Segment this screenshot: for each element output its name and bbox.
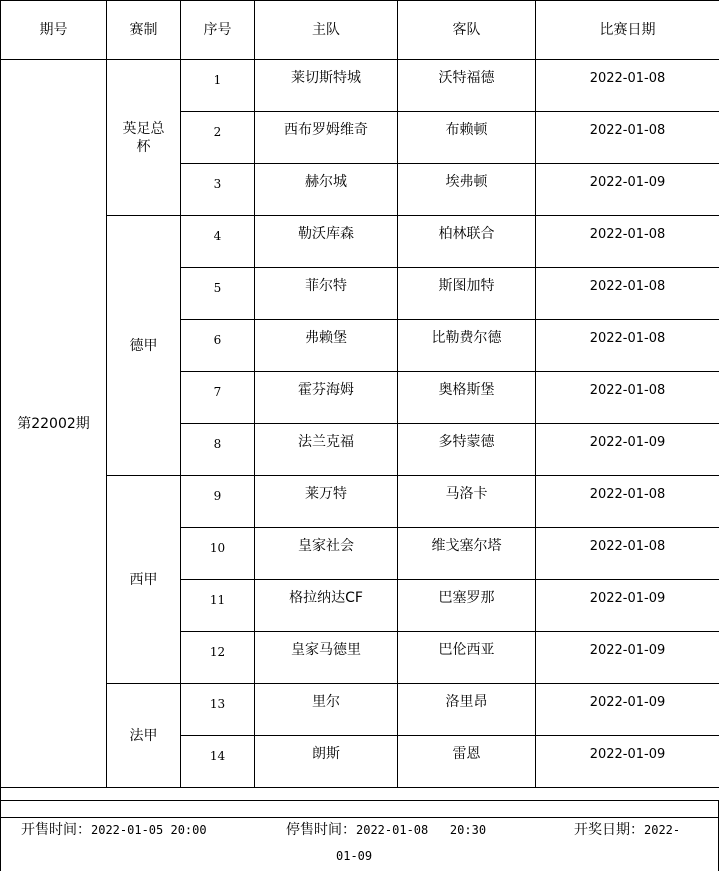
away-team: 维戈塞尔塔 xyxy=(398,528,536,580)
table-row xyxy=(1,684,719,736)
match-date: 2022-01-08 xyxy=(536,528,719,580)
away-team: 埃弗顿 xyxy=(398,164,536,216)
home-team: 莱万特 xyxy=(255,476,398,528)
home-team: 勒沃库森 xyxy=(255,216,398,268)
header-issue: 期号 xyxy=(1,1,107,60)
draw-date-value-part2: 01-09 xyxy=(336,849,373,863)
away-team: 布赖顿 xyxy=(398,112,536,164)
match-date: 2022-01-08 xyxy=(536,216,719,268)
match-date: 2022-01-09 xyxy=(536,684,719,736)
match-number: 9 xyxy=(181,476,255,528)
match-number: 5 xyxy=(181,268,255,320)
match-date: 2022-01-08 xyxy=(536,268,719,320)
match-date: 2022-01-08 xyxy=(536,60,719,112)
match-number: 1 xyxy=(181,60,255,112)
match-date: 2022-01-09 xyxy=(536,632,719,684)
header-match-date: 比赛日期 xyxy=(536,1,719,60)
sale-stop-label: 停售时间： xyxy=(286,822,356,838)
away-team: 马洛卡 xyxy=(398,476,536,528)
match-date: 2022-01-09 xyxy=(536,580,719,632)
match-number: 2 xyxy=(181,112,255,164)
header-away-team: 客队 xyxy=(398,1,536,60)
home-team: 菲尔特 xyxy=(255,268,398,320)
sale-stop-value: 2022-01-08 20:30 xyxy=(356,823,487,837)
home-team: 西布罗姆维奇 xyxy=(255,112,398,164)
sale-info-line xyxy=(1,819,719,839)
away-team: 巴伦西亚 xyxy=(398,632,536,684)
home-team: 莱切斯特城 xyxy=(255,60,398,112)
competition-cell: 英足总杯 xyxy=(107,60,181,216)
sale-start-label: 开售时间： xyxy=(21,822,91,838)
sale-stop-time xyxy=(286,819,486,839)
match-number: 8 xyxy=(181,424,255,476)
header-number: 序号 xyxy=(181,1,255,60)
competition-cell: 西甲 xyxy=(107,476,181,684)
match-date: 2022-01-09 xyxy=(536,424,719,476)
issue-cell: 第22002期 xyxy=(1,60,107,788)
competition-cell: 法甲 xyxy=(107,684,181,788)
match-number: 4 xyxy=(181,216,255,268)
home-team: 弗赖堡 xyxy=(255,320,398,372)
draw-date-value-part1: 2022- xyxy=(644,823,681,837)
match-number: 13 xyxy=(181,684,255,736)
header-competition: 赛制 xyxy=(107,1,181,60)
away-team: 多特蒙德 xyxy=(398,424,536,476)
home-team: 皇家马德里 xyxy=(255,632,398,684)
home-team: 格拉纳达CF xyxy=(255,580,398,632)
home-team: 里尔 xyxy=(255,684,398,736)
match-date: 2022-01-09 xyxy=(536,736,719,788)
match-number: 3 xyxy=(181,164,255,216)
match-date: 2022-01-08 xyxy=(536,320,719,372)
header-row xyxy=(1,1,719,60)
away-team: 雷恩 xyxy=(398,736,536,788)
match-date: 2022-01-08 xyxy=(536,372,719,424)
match-number: 6 xyxy=(181,320,255,372)
sale-info-footer xyxy=(0,800,719,871)
home-team: 法兰克福 xyxy=(255,424,398,476)
away-team: 斯图加特 xyxy=(398,268,536,320)
match-number: 10 xyxy=(181,528,255,580)
table-row xyxy=(1,216,719,268)
draw-date-label: 开奖日期： xyxy=(574,822,644,838)
sale-start-value: 2022-01-05 20:00 xyxy=(91,823,207,837)
match-number: 12 xyxy=(181,632,255,684)
draw-date-continuation xyxy=(336,849,372,864)
home-team: 朗斯 xyxy=(255,736,398,788)
header-home-team: 主队 xyxy=(255,1,398,60)
draw-date xyxy=(574,819,680,839)
away-team: 洛里昂 xyxy=(398,684,536,736)
away-team: 沃特福德 xyxy=(398,60,536,112)
sale-start-time xyxy=(21,819,207,839)
home-team: 赫尔城 xyxy=(255,164,398,216)
home-team: 霍芬海姆 xyxy=(255,372,398,424)
match-number: 7 xyxy=(181,372,255,424)
match-date: 2022-01-08 xyxy=(536,476,719,528)
home-team: 皇家社会 xyxy=(255,528,398,580)
match-date: 2022-01-09 xyxy=(536,164,719,216)
table-row xyxy=(1,476,719,528)
match-date: 2022-01-08 xyxy=(536,112,719,164)
away-team: 奥格斯堡 xyxy=(398,372,536,424)
match-number: 11 xyxy=(181,580,255,632)
away-team: 柏林联合 xyxy=(398,216,536,268)
table-row xyxy=(1,60,719,112)
away-team: 比勒费尔德 xyxy=(398,320,536,372)
match-number: 14 xyxy=(181,736,255,788)
away-team: 巴塞罗那 xyxy=(398,580,536,632)
competition-cell: 德甲 xyxy=(107,216,181,476)
